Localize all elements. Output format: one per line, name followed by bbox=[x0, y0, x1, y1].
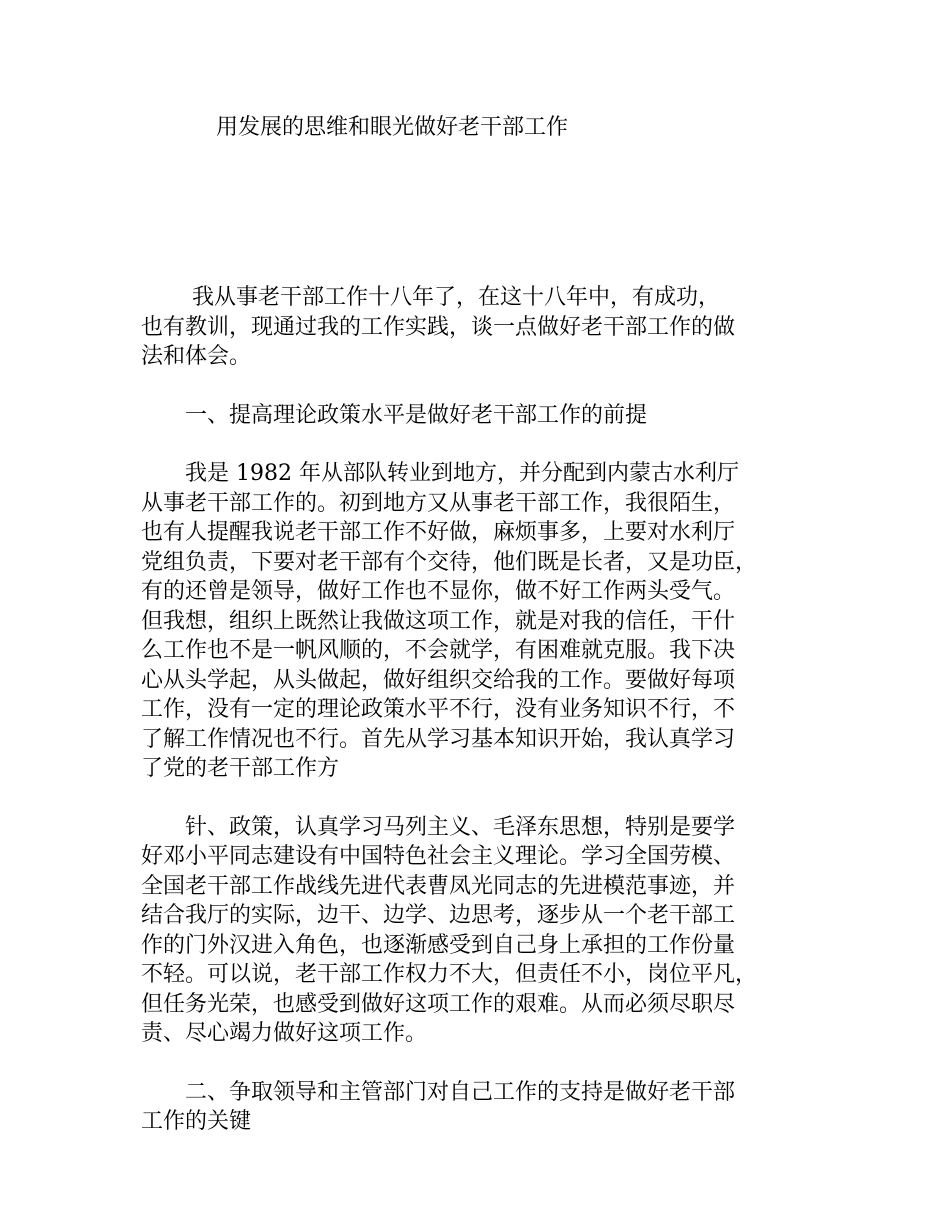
paragraph-spacer bbox=[141, 784, 831, 813]
body-paragraph-1: 我是 1982 年从部队转业到地方，并分配到内蒙古水利厅 从事老干部工作的。初到地方又从事老干部工作，我很陌生， 也有人提醒我说老干部工作不好做，麻烦事多，上要对水利厅 党组负责，下要对老干部有个交待，他们既是长者，又是功臣， 有的还曾是领导，做好工作也不显你，做不好工作两头受气。 但我想，组织上既然让我做这项工作，就是对我的信任，干什 么工作也不是一帆风顺的，不会就学，有困难就克服。我下决 心从头学起，从头做起，做好组织交给我的工作。要做好每项 工作，没有一定的理论政策水平不行，没有业务知识不行，不 了解工作情况也不行。首先从学习基本知识开始，我认真学习 了党的老干部工作方 bbox=[141, 461, 758, 781]
paragraph-spacer bbox=[141, 372, 831, 401]
section-heading-2: 二、争取领导和主管部门对自己工作的支持是做好老干部 工作的关键 bbox=[141, 1079, 736, 1134]
document-title: 用发展的思维和眼光做好老干部工作 bbox=[216, 115, 569, 140]
intro-paragraph: 我从事老干部工作十八年了，在这十八年中，有成功， 也有教训，现通过我的工作实践，谈一点做好老干部工作的做 法和体会。 bbox=[141, 285, 736, 369]
paragraph-spacer bbox=[141, 1049, 831, 1078]
paragraph-spacer bbox=[141, 430, 831, 459]
section-heading-1: 一、提高理论政策水平是做好老干部工作的前提 bbox=[141, 402, 648, 428]
body-paragraph-2: 针、政策，认真学习马列主义、毛泽东思想，特别是要学 好邓小平同志建设有中国特色社会主义理论。学习全国劳模、 全国老干部工作战线先进代表曹凤光同志的先进模范事迹，并 结合我厅的实际，边干、边学、边思考，逐步从一个老干部工 作的门外汉进入角色，也逐渐感受到自己身上承担的工作份量 不轻。可以说，老干部工作权力不大，但责任不小，岗位平凡， 但任务光荣，也感受到做好这项工作的艰难。从而必须尽职尽 责、尽心竭力做好这项工作。 bbox=[141, 814, 758, 1046]
document-body bbox=[141, 283, 831, 1137]
